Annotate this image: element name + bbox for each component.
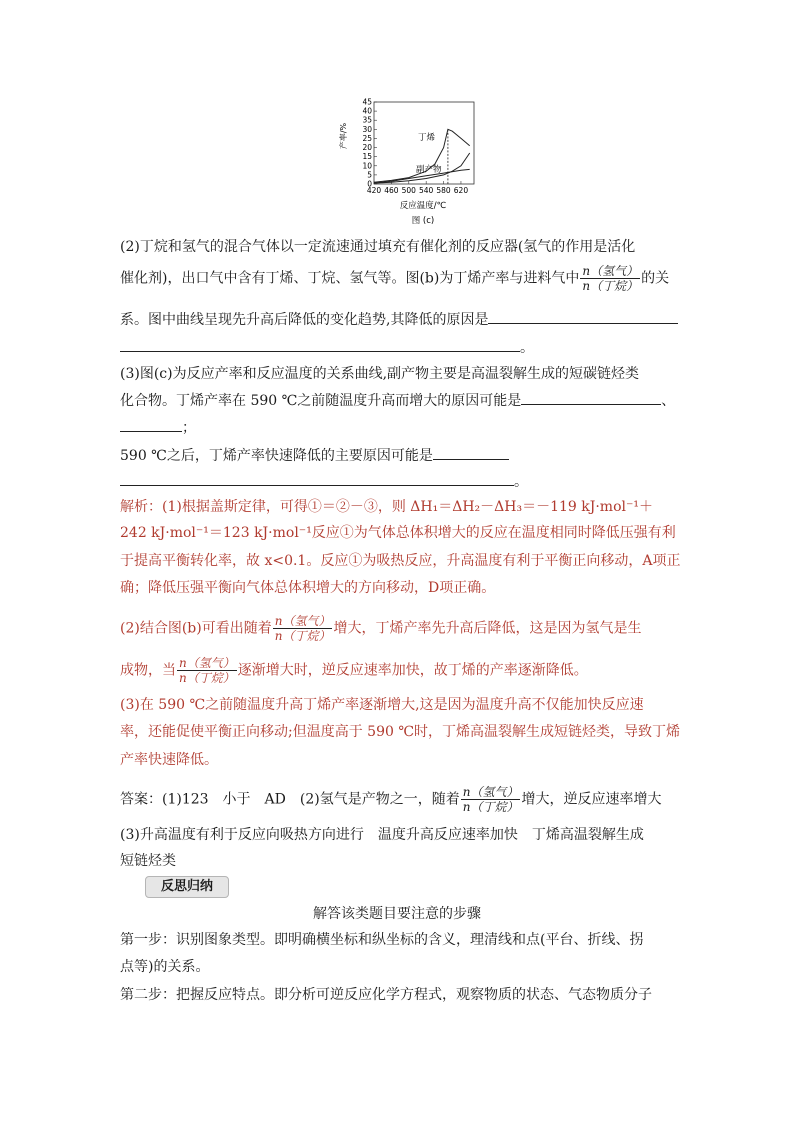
answer-line3	[120, 851, 176, 871]
q2-line2	[120, 264, 669, 293]
solution-2-line1	[120, 614, 641, 643]
text: 、	[661, 393, 676, 409]
text: 590 ℃之后，丁烯产率快速降低的主要原因可能是	[120, 448, 433, 464]
q3-line5	[120, 471, 528, 492]
text: ；	[182, 420, 196, 436]
text: (3)升高温度有利于反应向吸热方向进行 温度升高反应速率加快 丁烯高温裂解生成	[120, 827, 644, 843]
yield-temperature-chart	[338, 96, 488, 228]
summary-title: 解答该类题目要注意的步骤	[313, 906, 481, 922]
series-label-butene: 丁烯	[418, 133, 436, 143]
solution-line2	[120, 523, 676, 543]
fraction	[177, 656, 237, 685]
fraction-denominator: n（丁烷）	[274, 629, 331, 643]
fraction-denominator: n（丁烷）	[179, 671, 235, 685]
solution-3-line1	[120, 695, 644, 715]
text: 产率快速降低。	[120, 752, 218, 768]
figure-caption: 图 (c)	[411, 216, 435, 226]
text: 。	[520, 340, 534, 356]
answer-blank[interactable]	[120, 471, 514, 486]
fraction-numerator: n（氢气）	[179, 656, 235, 670]
text: 确；降低压强平衡向气体总体积增大的方向移动，D项正确。	[120, 580, 496, 596]
text: 答案：(1)123 小于 AD (2)氢气是产物之一，随着	[120, 791, 460, 808]
y-tick-label: 30	[362, 124, 372, 134]
text: (2)丁烷和氢气的混合气体以一定流速通过填充有催化剂的反应器(氢气的作用是活化	[120, 239, 636, 255]
text: 逐渐增大时，逆反应速率加快，故丁烯的产率逐渐降低。	[237, 662, 588, 679]
answer-line1	[120, 785, 661, 814]
answer-line2	[120, 825, 644, 845]
solution-line4	[120, 578, 495, 598]
text: (2)结合图(b)可看出随着	[120, 620, 272, 637]
fraction	[273, 614, 333, 643]
fraction-numerator: n（氢气）	[582, 264, 639, 278]
fraction-numerator: n（氢气）	[274, 614, 331, 628]
q2-line4	[120, 337, 534, 358]
text: (3)在 590 ℃之前随温度升高丁烯产率逐渐增大,这是因为温度升高不仅能加快反应速	[120, 697, 644, 713]
x-tick-label: 540	[419, 186, 434, 195]
text: 成物，当	[120, 662, 176, 679]
text: 解析：(1)根据盖斯定律，可得①＝②－③，则 ΔH₁＝ΔH₂－ΔH₃＝－119 kJ·mol⁻¹＋	[120, 499, 653, 515]
q3-line4	[120, 445, 509, 466]
q3-line1	[120, 364, 639, 384]
y-tick-label: 25	[362, 133, 372, 143]
x-tick-label: 500	[401, 186, 416, 195]
fraction	[461, 785, 521, 814]
y-axis-label: 产率/%	[339, 122, 348, 150]
x-tick-label: 580	[436, 186, 451, 195]
x-tick-label: 460	[384, 186, 399, 195]
text: 增大，丁烯产率先升高后降低，这是因为氢气是生	[333, 620, 642, 637]
q2-line3	[120, 309, 678, 330]
text: 系。图中曲线呈现先升高后降低的变化趋势,其降低的原因是	[120, 312, 489, 328]
x-tick-label: 420	[366, 186, 382, 195]
q3-line3	[120, 417, 196, 438]
text: 短链烃类	[120, 853, 176, 869]
answer-blank[interactable]	[488, 309, 678, 324]
x-axis-label: 反应温度/℃	[399, 201, 447, 211]
summary-step2	[120, 985, 652, 1005]
y-tick-label: 5	[367, 170, 372, 180]
text: 化合物。丁烯产率在 590 ℃之前随温度升高而增大的原因可能是	[120, 393, 522, 409]
summary-step1-line1	[120, 930, 643, 950]
text: 。	[514, 474, 528, 490]
fraction-denominator: n（丁烷）	[462, 800, 519, 814]
answer-blank[interactable]	[433, 445, 509, 460]
text: 率，还能促使平衡正向移动;但温度高于 590 ℃时，丁烯高温裂解生成短链烃类，导致丁烯	[120, 724, 680, 740]
solution-2-line2	[120, 656, 588, 685]
fraction	[580, 264, 640, 293]
y-tick-label: 10	[362, 161, 372, 171]
y-tick-label: 20	[362, 143, 372, 153]
solution-3-line2	[120, 722, 680, 742]
y-tick-label: 15	[362, 152, 372, 162]
summary-step1-line2	[120, 957, 209, 977]
chart-axes	[362, 98, 474, 196]
x-tick-label: 620	[453, 186, 469, 195]
answer-blank[interactable]	[120, 417, 182, 432]
fraction-numerator: n（氢气）	[462, 785, 519, 799]
answer-blank[interactable]	[120, 337, 520, 352]
series-label-byproduct: 副产物	[416, 165, 442, 175]
y-tick-label: 40	[362, 106, 372, 116]
text: 的关	[641, 270, 670, 287]
text: (3)图(c)为反应产率和反应温度的关系曲线,副产物主要是高温裂解生成的短碳链烃类	[120, 366, 640, 382]
solution-line1	[120, 497, 653, 517]
text: 于提高平衡转化率，故 x<0.1。反应①为吸热反应，升高温度有利于平衡正向移动，A项正	[120, 553, 681, 569]
solution-line3	[120, 551, 680, 571]
q3-line2	[120, 390, 675, 411]
fraction-denominator: n（丁烷）	[582, 279, 639, 293]
q2-line1	[120, 237, 635, 257]
solution-3-line3	[120, 750, 218, 770]
text: 催化剂)，出口气中含有丁烯、丁烷、氢气等。图(b)为丁烯产率与进料气中	[120, 270, 580, 287]
answer-blank[interactable]	[521, 390, 661, 405]
text: 242 kJ·mol⁻¹＝123 kJ·mol⁻¹反应①为气体总体积增大的反应在温度相同时降低压强有利	[120, 525, 676, 541]
text: 点等)的关系。	[120, 959, 210, 975]
y-tick-label: 0	[367, 179, 372, 189]
text: 第二步：把握反应特点。即分析可逆反应化学方程式，观察物质的状态、气态物质分子	[120, 987, 652, 1003]
y-tick-label: 35	[362, 115, 372, 125]
reflection-badge: 反思归纳	[145, 876, 229, 898]
y-tick-label: 45	[362, 97, 372, 107]
text: 增大，逆反应速率增大	[521, 791, 662, 808]
text: 第一步：识别图象类型。即明确横坐标和纵坐标的含义，理清线和点(平台、折线、拐	[120, 932, 644, 948]
